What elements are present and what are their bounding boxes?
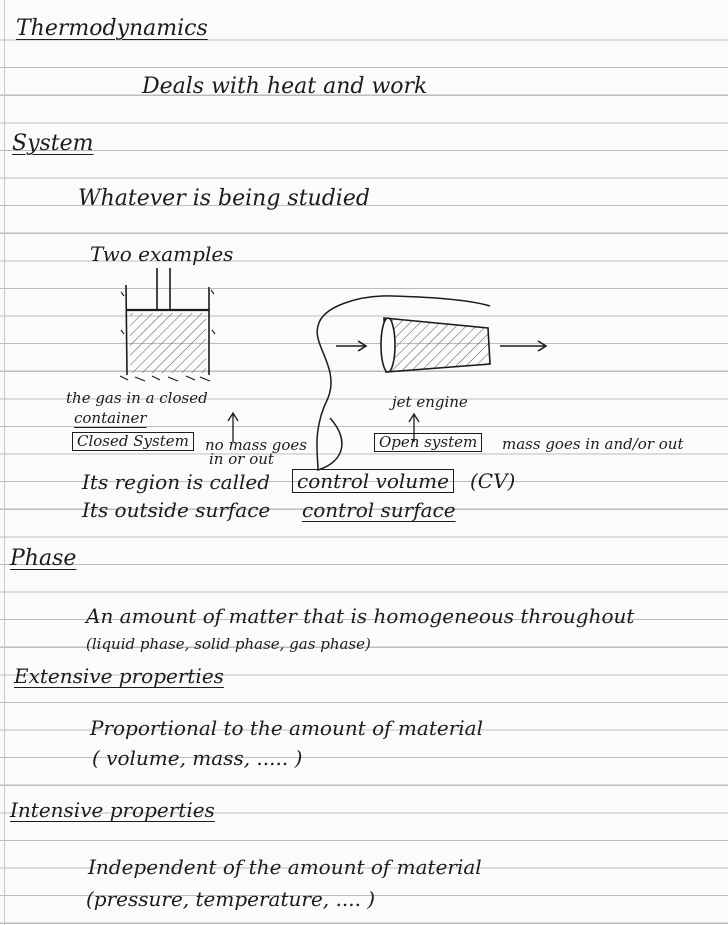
intensive-examples: (pressure, temperature, .... ) [86,887,376,911]
open-note: mass goes in and/or out [502,435,684,453]
examples-label: Two examples [90,242,234,266]
phase-examples: (liquid phase, solid phase, gas phase) [86,635,371,653]
closed-caption-line1: the gas in a closed [66,389,208,407]
system-definition: Whatever is being studied [78,186,370,211]
open-system-label: Open system [374,433,482,452]
closed-note-line2: in or out [209,450,274,468]
extensive-heading: Extensive properties [14,664,224,688]
phase-definition: An amount of matter that is homogeneous throughout [86,604,635,628]
region-text: Its region is called [82,470,271,494]
control-surface-label: control surface [302,498,456,522]
closed-note-line1: no mass goes [205,436,307,454]
phase-heading: Phase [10,546,77,571]
jet-engine-sketch [336,318,546,442]
page-title: Thermodynamics [16,16,208,41]
intensive-definition: Independent of the amount of material [88,855,482,879]
system-heading: System [12,131,94,156]
closed-caption-line2: container [74,409,147,427]
closed-system-label: Closed System [72,432,194,451]
cv-abbrev: (CV) [470,469,516,493]
extensive-definition: Proportional to the amount of material [90,716,483,740]
title-definition: Deals with heat and work [142,74,428,99]
surface-text: Its outside surface [82,498,271,522]
intensive-heading: Intensive properties [10,798,215,822]
open-caption: jet engine [392,393,468,411]
extensive-examples: ( volume, mass, ..... ) [92,746,303,770]
control-volume-label: control volume [292,469,454,493]
